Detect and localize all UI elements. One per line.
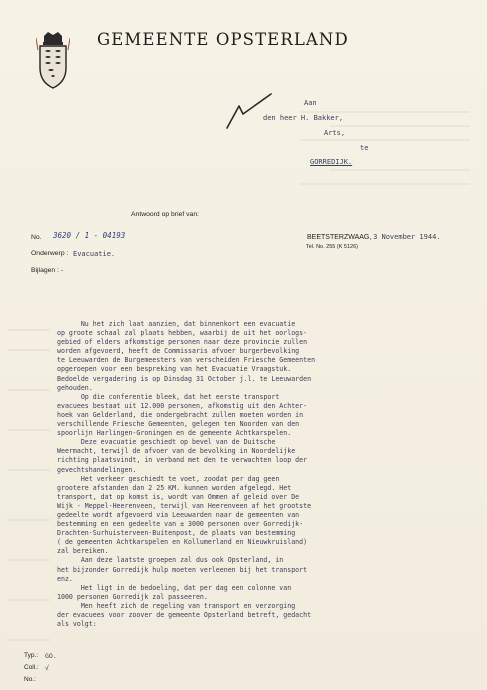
body-line: opgeroepen voor een bespreking van het Evacuatie Vraagstuk.	[57, 365, 292, 374]
body-line: Het verkeer geschiedt te voet, zoodat per dag geen	[57, 474, 280, 483]
body-line: Men heeft zich de regeling van transport en verzorging	[57, 601, 296, 610]
body-line: Drachten-Surhuisterveen-Buitenpost, de plaats van bestemming	[57, 529, 296, 538]
number-label: No.	[31, 234, 42, 241]
dateline-date: 3 November 1944.	[373, 233, 441, 241]
number-value: 3620 / 1 - 04193	[53, 231, 126, 240]
body-line: der evacuees voor zoover de gemeente Opsterland betreft, gedacht	[57, 611, 312, 619]
body-line: evacuees bestaat uit 12.000 personen, afkomstig uit den Achter-	[57, 401, 308, 410]
body-line: gehouden.	[57, 383, 93, 392]
recipient-line-te: te	[360, 144, 369, 152]
recipient-line-name: den heer H. Bakker,	[263, 114, 344, 122]
body-line: Aan deze laatste groepen zal dus ook Opsterland, in	[57, 556, 284, 565]
body-line: zal bereiken.	[57, 547, 109, 556]
subject-label: Onderwerp :	[31, 250, 69, 257]
typist-value: GO.	[45, 652, 57, 660]
reply-to-label: Antwoord op brief van:	[131, 211, 200, 218]
body-line: Bedoelde vergadering is op Dinsdag 31 October j.l. te Leeuwarden	[57, 374, 312, 383]
body-line: Op die conferentie bleek, dat het eerste transport	[57, 392, 280, 401]
body-line: te Leeuwarden de Burgemeesters van verscheiden Friesche Gemeenten	[57, 356, 316, 365]
body-line: transport, dat op komst is, wordt van Ommen af geleid over De	[57, 492, 300, 501]
body-line: 1000 personen Gorredijk zal passeeren.	[57, 592, 208, 601]
body-line: richting plaatsvindt, in verband met den te verwachten loop der	[57, 456, 308, 465]
body-line: spoorlijn Harlingen-Groningen en de gemeente Achtkarspelen.	[57, 429, 292, 438]
body-line: hoek van Gelderland, die ondergebracht zullen moeten worden in	[57, 410, 304, 419]
handwritten-check-mark-icon	[225, 92, 275, 132]
body-line: bestemming en een gedeelte van ± 3000 personen over Gorredijk-	[57, 520, 304, 529]
body-line: Deze evacuatie geschiedt op bevel van de Duitsche	[57, 438, 276, 447]
dateline-place: BEETSTERZWAAG,	[307, 234, 372, 241]
subject-value: Evacuatie.	[73, 250, 116, 258]
attachments-label: Bijlagen : -	[31, 267, 64, 274]
body-line: grootere afstanden dan 2 25 KM. kunnen worden afgelegd. Het	[57, 483, 292, 492]
municipal-crest-icon	[36, 30, 70, 92]
body-line: Nu het zich laat aanzien, dat binnenkort een evacuatie	[57, 320, 296, 328]
collated-value: √	[45, 664, 49, 672]
letterhead-title: GEMEENTE OPSTERLAND	[97, 30, 349, 49]
body-line: verschillende Friesche Gemeenten, gelegen ten Noorden van den	[57, 420, 300, 429]
letter-body	[57, 320, 467, 629]
body-line: als volgt:	[57, 620, 97, 629]
recipient-line-aan: Aan	[304, 99, 317, 107]
dateline	[307, 233, 441, 241]
body-line: enz.	[57, 574, 73, 583]
body-line: worden afgevoerd, heeft de Commissaris afvoer burgerbevolking	[57, 347, 300, 356]
body-line: Weermacht, terwijl de afvoer van de bevolking in Noordelijke	[57, 447, 296, 456]
body-line: gedeelte wordt afgevoerd via Leeuwarden naar de gemeenten van	[57, 510, 300, 519]
telephone-number: Tel. No. 255 (K 5126)	[306, 244, 358, 250]
recipient-line-place: GORREDIJK.	[310, 158, 353, 166]
recipient-line-title: Arts,	[324, 129, 346, 137]
body-line: op groote schaal zal plaats hebben, waarbij de uit het oorlogs-	[57, 329, 308, 338]
body-line: ( de gemeenten Achtkarspelen en Kollumerland en Nieuwkruisland)	[57, 538, 308, 547]
body-line: Wijk - Meppel-Heerenveen, terwijl van Heerenveen af het grootste	[57, 501, 312, 510]
footer-number-label: No.:	[24, 676, 36, 683]
typist-label: Typ.:	[24, 652, 39, 659]
body-line: Het ligt in de bedoeling, dat per dag een colonne van	[57, 583, 292, 592]
body-line: gebied of elders afkomstige personen naar deze provincie zullen	[57, 338, 308, 347]
body-line: gevechtshandelingen.	[57, 465, 137, 474]
body-line: het bijzonder Gorredijk hulp moeten verleenen bij het transport	[57, 565, 308, 574]
collated-label: Coll.:	[24, 664, 39, 671]
